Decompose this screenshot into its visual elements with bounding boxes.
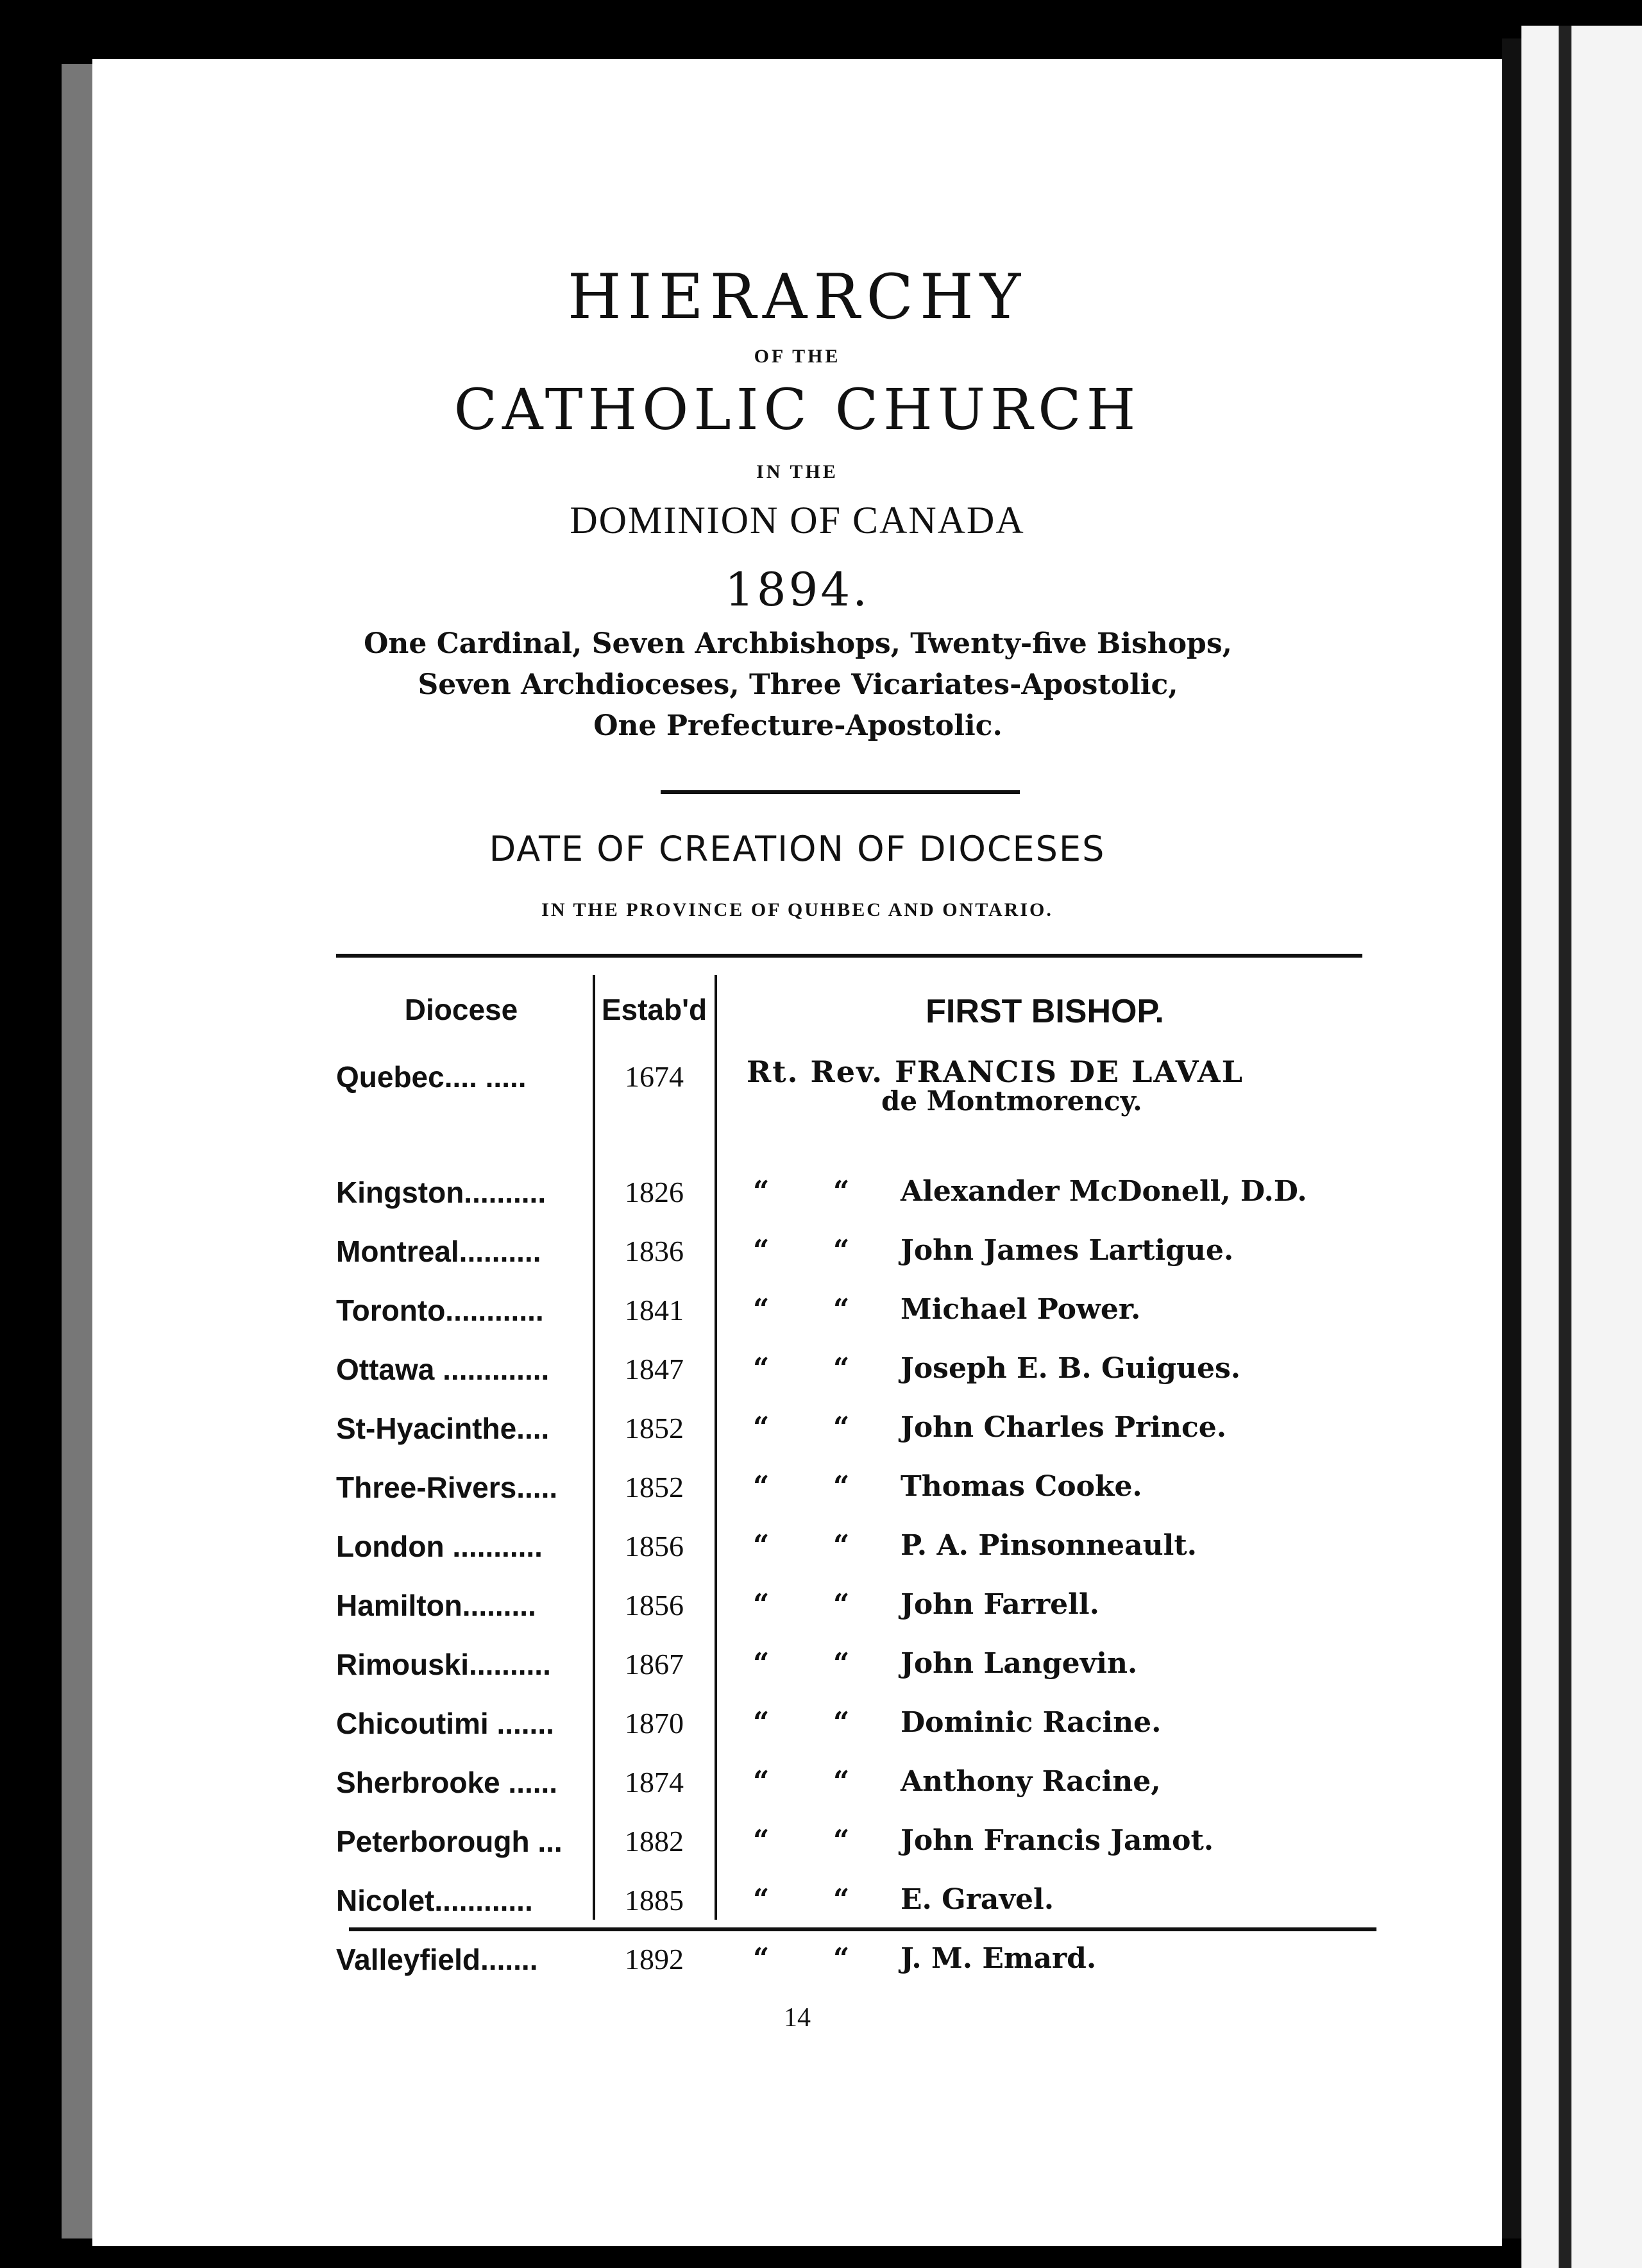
first-bishop-name: P. A. Pinsonneault. [901, 1529, 1197, 1562]
ditto-mark: “ [833, 1588, 850, 1621]
table-row [92, 1411, 1502, 1462]
ditto-mark: “ [833, 1765, 850, 1798]
hierarchy-summary [221, 623, 1375, 747]
ditto-mark: “ [833, 1647, 850, 1680]
table-row [92, 1293, 1502, 1344]
table-row [92, 1234, 1502, 1285]
established-year: 1867 [625, 1648, 684, 1680]
ditto-mark: “ [833, 1470, 850, 1503]
first-bishop-name: Michael Power. [901, 1293, 1141, 1326]
ditto-mark: “ [833, 1175, 850, 1208]
table-row [92, 1647, 1502, 1698]
summary-line: Seven Archdioceses, Three Vicariates-Apostolic, [418, 668, 1178, 701]
main-title: HIERARCHY [567, 261, 1028, 333]
diocese-name: Quebec.... ..... [336, 1060, 527, 1094]
in-the-line: IN THE [756, 461, 838, 482]
diocese-name: Chicoutimi ....... [336, 1707, 554, 1740]
diocese-name: Valleyfield....... [336, 1943, 538, 1976]
diocese-name: Peterborough ... [336, 1825, 563, 1858]
first-bishop-name: John Farrell. [901, 1588, 1099, 1621]
column-header-diocese: Diocese [404, 993, 518, 1026]
ditto-mark: “ [753, 1824, 770, 1857]
ditto-mark: “ [753, 1352, 770, 1385]
established-year: 1874 [625, 1766, 684, 1798]
ditto-mark: “ [753, 1765, 770, 1798]
ditto-mark: “ [833, 1529, 850, 1562]
ditto-mark: “ [753, 1470, 770, 1503]
ditto-mark: “ [833, 1706, 850, 1739]
table-row [92, 1352, 1502, 1403]
column-header-established: Estab'd [601, 993, 707, 1026]
diocese-name: Ottawa ............. [336, 1353, 550, 1386]
ditto-mark: “ [833, 1942, 850, 1975]
table-row [92, 1588, 1502, 1639]
ditto-mark: “ [833, 1883, 850, 1916]
diocese-name: London ........... [336, 1530, 543, 1563]
first-bishop-name: Alexander McDonell, D.D. [901, 1175, 1307, 1208]
first-bishop-name: Anthony Racine, [901, 1765, 1161, 1798]
book-gutter [1502, 38, 1521, 2238]
table-row [92, 1824, 1502, 1875]
ditto-mark: “ [753, 1529, 770, 1562]
established-year: 1892 [625, 1943, 684, 1976]
established-year: 1870 [625, 1707, 684, 1739]
established-year: 1882 [625, 1825, 684, 1858]
first-bishop-name: John Francis Jamot. [901, 1824, 1214, 1857]
established-year: 1885 [625, 1884, 684, 1917]
first-bishop-name: John James Lartigue. [901, 1234, 1234, 1267]
table-row [92, 1175, 1502, 1226]
first-bishop-name: John Charles Prince. [901, 1411, 1227, 1444]
ditto-mark: “ [753, 1293, 770, 1326]
table-row [92, 1470, 1502, 1521]
first-bishop-name: J. M. Emard. [901, 1942, 1097, 1975]
document-page [92, 59, 1502, 2246]
table-row [92, 1765, 1502, 1816]
established-year: 1852 [625, 1412, 684, 1444]
first-bishop-name: Joseph E. B. Guigues. [901, 1352, 1241, 1385]
table-row [92, 1942, 1502, 1993]
ditto-mark: “ [753, 1647, 770, 1680]
table-row [92, 1706, 1502, 1757]
table-top-rule [336, 954, 1362, 958]
ditto-mark: “ [753, 1706, 770, 1739]
summary-line: One Prefecture-Apostolic. [593, 709, 1003, 742]
ditto-mark: “ [833, 1824, 850, 1857]
established-year: 1856 [625, 1589, 684, 1621]
established-year: 1841 [625, 1294, 684, 1326]
diocese-name: St-Hyacinthe.... [336, 1412, 550, 1445]
first-bishop-name: Thomas Cooke. [901, 1470, 1142, 1503]
diocese-name: Nicolet............ [336, 1884, 533, 1917]
established-year: 1856 [625, 1530, 684, 1562]
first-bishop-name: Dominic Racine. [901, 1706, 1162, 1739]
established-year: 1836 [625, 1235, 684, 1267]
ditto-mark: “ [833, 1293, 850, 1326]
first-bishop-name: E. Gravel. [901, 1883, 1054, 1916]
diocese-name: Three-Rivers..... [336, 1471, 558, 1504]
ditto-mark: “ [833, 1352, 850, 1385]
page-edge-left [62, 64, 92, 2238]
dominion-title: DOMINION OF CANADA [570, 499, 1025, 541]
adjacent-page [1521, 26, 1642, 2268]
divider-rule [661, 790, 1020, 794]
column-header-first-bishop: FIRST BISHOP. [926, 993, 1164, 1030]
section-subtitle: IN THE PROVINCE OF QUHBEC AND ONTARIO. [541, 899, 1053, 920]
scan-border [0, 0, 62, 2268]
diocese-name: Rimouski.......... [336, 1648, 551, 1681]
diocese-name: Toronto............ [336, 1294, 544, 1327]
ditto-mark: “ [753, 1942, 770, 1975]
first-bishop-name: John Langevin. [901, 1647, 1138, 1680]
ditto-mark: “ [833, 1234, 850, 1267]
diocese-name: Sherbrooke ...... [336, 1766, 558, 1799]
ditto-mark: “ [753, 1175, 770, 1208]
first-bishop-name: Rt. Rev. FRANCIS DE LAVAL [747, 1054, 1244, 1089]
table-bottom-rule [349, 1927, 1376, 1931]
year-title: 1894. [724, 563, 870, 616]
table-row [92, 1054, 1502, 1117]
established-year: 1674 [625, 1060, 684, 1093]
established-year: 1852 [625, 1471, 684, 1503]
ditto-mark: “ [753, 1883, 770, 1916]
page-number: 14 [784, 2003, 811, 2033]
established-year: 1847 [625, 1353, 684, 1385]
established-year: 1826 [625, 1176, 684, 1208]
adjacent-page-edge [1559, 26, 1571, 2268]
diocese-name: Hamilton......... [336, 1589, 536, 1622]
table-row [92, 1529, 1502, 1580]
diocese-name: Montreal.......... [336, 1235, 541, 1268]
summary-line: One Cardinal, Seven Archbishops, Twenty-five Bishops, [364, 627, 1232, 660]
section-title: DATE OF CREATION OF DIOCESES [489, 829, 1106, 869]
ditto-mark: “ [833, 1411, 850, 1444]
ditto-mark: “ [753, 1588, 770, 1621]
ditto-mark: “ [753, 1234, 770, 1267]
first-bishop-name-cont: de Montmorency. [881, 1085, 1142, 1117]
church-title: CATHOLIC CHURCH [453, 377, 1141, 443]
diocese-name: Kingston.......... [336, 1176, 546, 1209]
ditto-mark: “ [753, 1411, 770, 1444]
table-row [92, 1883, 1502, 1934]
of-the-line: OF THE [754, 346, 841, 367]
